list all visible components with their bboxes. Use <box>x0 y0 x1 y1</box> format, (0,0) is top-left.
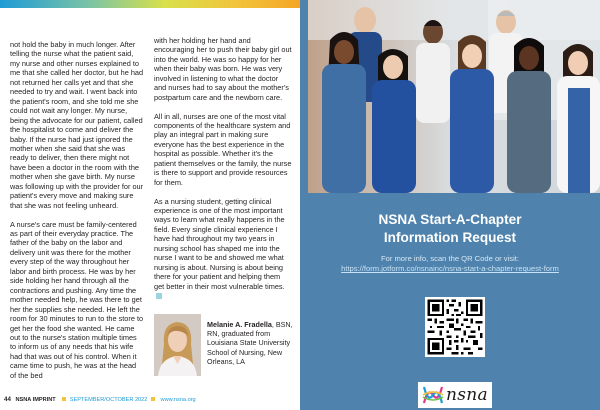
footer-separator <box>62 397 66 401</box>
issue-date: SEPTEMBER/OCTOBER 2022 <box>69 397 148 403</box>
ad-title-line: NSNA Start-A-Chapter <box>378 212 522 227</box>
publication-name: NSNA IMPRINT <box>15 397 56 403</box>
ad-subtitle: For more info, scan the QR Code or visit: <box>380 254 519 263</box>
author-photo <box>154 314 201 376</box>
ad-title <box>300 211 600 247</box>
chapter-request-form-link[interactable]: https://form.jotform.co/nsnainc/nsna-start-a-chapter-request-form <box>341 264 559 274</box>
ad-title-line: Information Request <box>383 230 517 245</box>
header-gradient-bar <box>0 0 300 8</box>
qr-code[interactable] <box>425 297 485 357</box>
author-name: Melanie A. Fradella <box>207 320 272 329</box>
article-column-2 <box>154 36 292 310</box>
nurses-group-photo <box>308 0 600 193</box>
website-link[interactable]: www.nsna.org <box>160 397 196 403</box>
nsna-logo-wordmark: nsna <box>446 385 488 405</box>
article-paragraph-final <box>154 197 292 301</box>
end-of-article-mark <box>156 293 162 299</box>
page-number: 44 <box>4 396 11 403</box>
footer-separator <box>151 397 155 401</box>
author-credentials: BSN, RN, graduated from Louisiana State University School of Nursing, New Orleans, LA <box>207 320 293 366</box>
article-paragraph: with her holding her hand and encouraging her to push their baby girl out into the world. He was so happy for her when their baby was born. He was very involved in listening to what the doctor and nurses had to say about the mother's postpartum care and the newborn care. <box>154 36 292 102</box>
nsna-logo-mark-icon <box>422 385 444 405</box>
ad-instructions <box>300 254 600 274</box>
article-column-1 <box>10 40 144 390</box>
author-bio <box>154 314 294 376</box>
author-credit: Melanie A. Fradella, BSN, RN, graduated from Louisiana State University School of Nursing, New Orleans, LA <box>207 320 293 366</box>
page-footer <box>4 396 196 404</box>
nsna-logo <box>418 382 492 408</box>
right-page-ad <box>300 0 600 410</box>
article-paragraph: A nurse's care must be family-centered as part of their everyday practice. The father of the baby on the labor and delivery unit was there for the mother every step of the way throughout her labor and birth process. He was by her side holding her hand through all the contractions and pushing. Any time the mother needed help, he was there to get her the supplies she needed. He left the room for 30 minutes to run to the store to get her the food she wanted. He came out to the nurse's station multiple times to inform us of any needs that his wife had that was out of his control. When it came time to push, he was at the head of the bed <box>10 219 144 380</box>
article-paragraph: All in all, nurses are one of the most vital components of the healthcare system and play an integral part in making sure everyone has the best experience in the hospital as possible. Whether it's the patient themselves or the family, the nurse is there to support and provide resources for them. <box>154 111 292 187</box>
article-paragraph: not hold the baby in much longer. After telling the nurse what the patient said, my nurse and other nurses explained to me that she called her doctor, but he had not returned her calls yet and that she needed to try and wait. I went back into the patient's room, and she told me she could not wait any longer. My nurse, being the advocate for our patient, called the hospitalist to come and deliver the baby. If the nurse had just ignored the mother when she said that she was ready to deliver, then there might not have been a doctor in the room with the mother when she gave birth. My nurse was following up with the provider for our patient's every move and making sure that she was not feeling unheard. <box>10 40 144 210</box>
article-paragraph-text: As a nursing student, getting clinical experience is one of the most important ways to learn what really happens in the field. Every single clinical experience I have had throughout my two years in nursing school has shaped me into the nurse I want to be and showed me what nursing is about. Nursing is about being there for your patient and helping them get better in their most vulnerable times. <box>154 196 285 291</box>
